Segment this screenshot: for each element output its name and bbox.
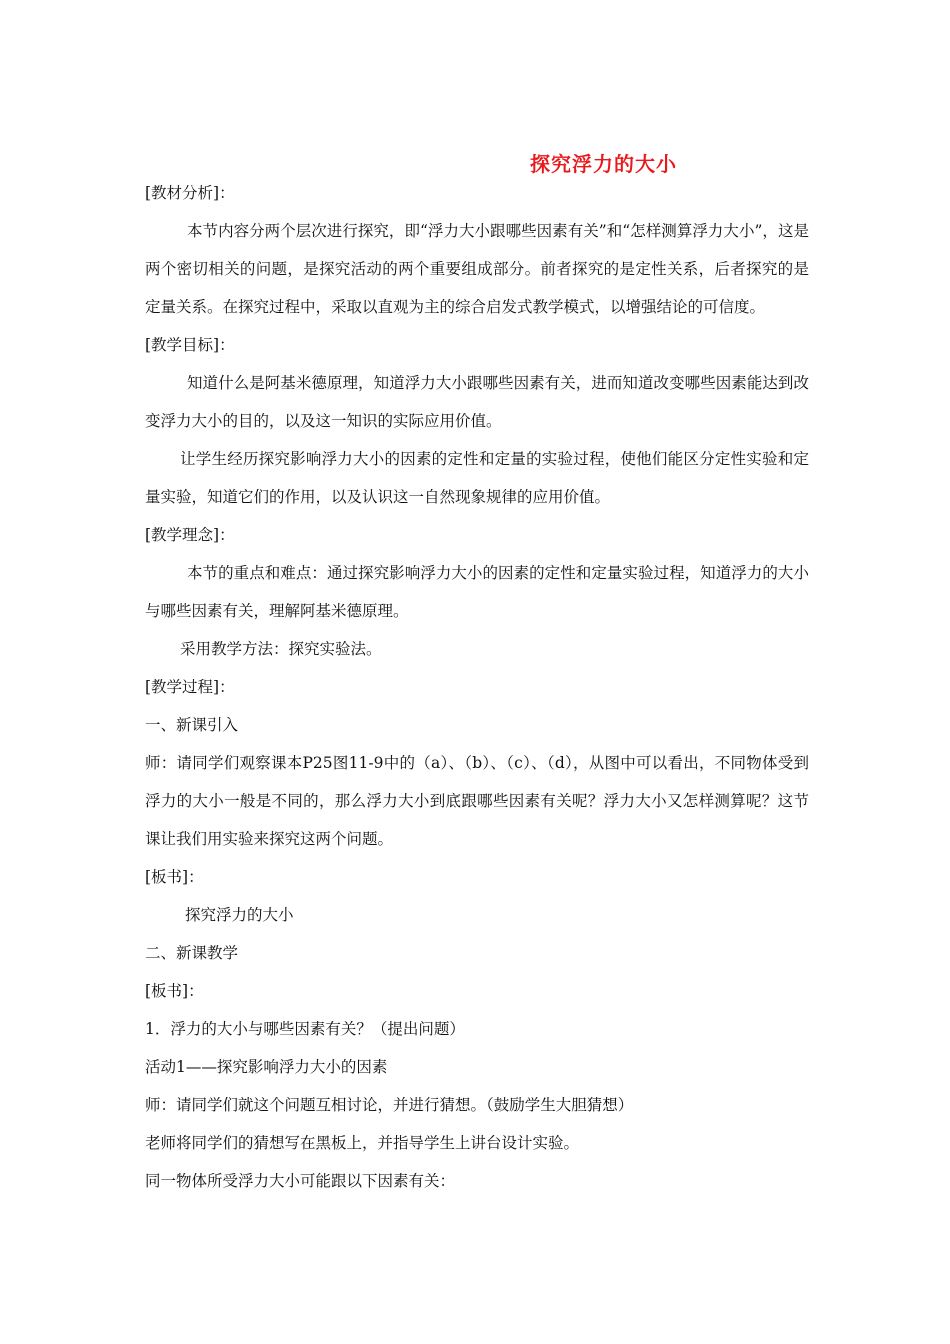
blackboard-title: 探究浮力的大小: [185, 906, 294, 924]
section-heading-teaching-philosophy: [教学理念]：: [145, 526, 235, 544]
paragraph-teacher-discussion: 师：请同学们就这个问题互相讨论，并进行猜想。（鼓励学生大胆猜想）: [145, 1096, 634, 1114]
section-heading-teaching-goals: [教学目标]：: [145, 336, 235, 354]
paragraph-factors-intro: 同一物体所受浮力大小可能跟以下因素有关：: [145, 1172, 456, 1190]
document-body: [145, 174, 809, 1200]
label-blackboard-1: [板书]：: [145, 868, 204, 886]
activity-1-title: 活动1——探究影响浮力大小的因素: [145, 1058, 388, 1076]
paragraph-key-points: 本节的重点和难点：通过探究影响浮力大小的因素的定性和定量实验过程，知道浮力的大小与哪些因素有关，理解阿基米德原理。: [145, 564, 809, 620]
paragraph-textbook-analysis: 本节内容分两个层次进行探究，即“浮力大小跟哪些因素有关”和“怎样测算浮力大小”，这是两个密切相关的问题，是探究活动的两个重要组成部分。前者探究的是定性关系，后者探究的是定量关系。在探究过程中，采取以直观为主的综合启发式教学模式，以增强结论的可信度。: [145, 222, 809, 316]
label-blackboard-2: [板书]：: [145, 982, 204, 1000]
question-item-1: 1．浮力的大小与哪些因素有关？（提出问题）: [145, 1020, 465, 1038]
paragraph-goal-1: 知道什么是阿基米德原理，知道浮力大小跟哪些因素有关，进而知道改变哪些因素能达到改变浮力大小的目的，以及这一知识的实际应用价值。: [145, 374, 809, 430]
paragraph-goal-2: 让学生经历探究影响浮力大小的因素的定性和定量的实验过程，使他们能区分定性实验和定量实验，知道它们的作用，以及认识这一自然现象规律的应用价值。: [145, 450, 809, 506]
section-heading-textbook-analysis: [教材分析]：: [145, 184, 235, 202]
document-title: 探究浮力的大小: [530, 152, 677, 176]
subheading-new-lesson-intro: 一、新课引入: [145, 716, 239, 734]
paragraph-teaching-method: 采用教学方法：探究实验法。: [180, 640, 382, 658]
subheading-new-lesson-teaching: 二、新课教学: [145, 944, 239, 962]
paragraph-teacher-intro: 师：请同学们观察课本P25图11-9中的（a）、（b）、（c）、（d），从图中可以看出，不同物体受到浮力的大小一般是不同的，那么浮力大小到底跟哪些因素有关呢？浮力大小又怎样测算呢？这节课让我们用实验来探究这两个问题。: [145, 754, 809, 848]
section-heading-teaching-process: [教学过程]：: [145, 678, 235, 696]
paragraph-teacher-guidance: 老师将同学们的猜想写在黑板上，并指导学生上讲台设计实验。: [145, 1134, 580, 1152]
